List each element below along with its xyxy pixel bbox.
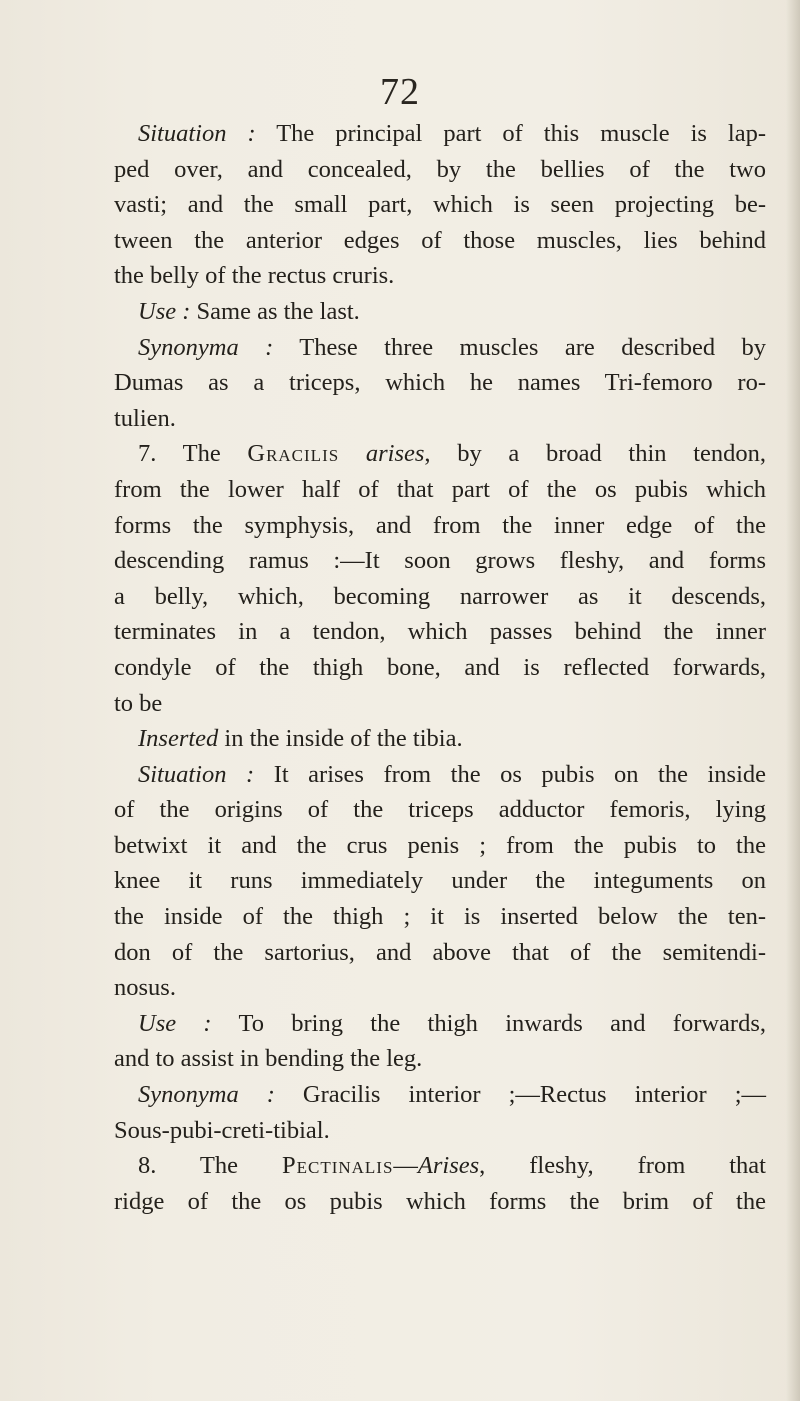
- line-text: and to assist in bending the leg.: [114, 1045, 423, 1073]
- text-line: [114, 116, 766, 152]
- text-line: [114, 721, 766, 757]
- line-text: It arises from the os pubis on the inside: [254, 760, 767, 788]
- text-line: [114, 1113, 766, 1149]
- text-line: [114, 792, 766, 828]
- line-text: terminates in a tendon, which passes behind the inner: [114, 618, 766, 646]
- line-text: To bring the thigh inwards and forwards,: [211, 1009, 766, 1037]
- line-text: Gracilis interior ;—Rectus interior ;—: [274, 1081, 767, 1109]
- text-line: [114, 757, 766, 793]
- text-line: [114, 472, 766, 508]
- line-text: vasti; and the small part, which is seen projecting be-: [114, 191, 766, 219]
- text-line: [114, 187, 766, 223]
- section-label: Use :: [138, 1009, 212, 1037]
- text-line: [114, 579, 766, 615]
- text-line: [114, 294, 766, 330]
- text-line: [114, 508, 766, 544]
- line-text: ped over, and concealed, by the bellies of the two: [114, 155, 766, 183]
- text-line: [114, 436, 766, 472]
- text-line: [114, 330, 766, 366]
- line-text: the belly of the rectus cruris.: [114, 262, 395, 290]
- italic-term: Arises: [417, 1152, 480, 1180]
- line-text: Dumas as a triceps, which he names Tri-femoro ro-: [114, 369, 766, 397]
- muscle-name: Pectinalis: [281, 1152, 394, 1180]
- text-line: [114, 365, 766, 401]
- line-text: 7. The: [138, 440, 248, 468]
- line-text: , fleshy, from that: [479, 1152, 766, 1180]
- text-line: [114, 1006, 766, 1042]
- line-text: These three muscles are described by: [273, 333, 766, 361]
- section-label: Synonyma :: [138, 333, 274, 361]
- text-line: [114, 543, 766, 579]
- text-line: [114, 1077, 766, 1113]
- line-text: don of the sartorius, and above that of the semitendi-: [114, 938, 766, 966]
- text-line: [114, 686, 766, 722]
- text-line: [114, 970, 766, 1006]
- line-text: to be: [114, 689, 163, 717]
- line-text: tulien.: [114, 404, 176, 432]
- text-line: [114, 258, 766, 294]
- line-text: 8. The: [138, 1152, 282, 1180]
- text-line: [114, 223, 766, 259]
- section-label: Situation :: [138, 760, 255, 788]
- line-text: , by a broad thin tendon,: [424, 440, 767, 468]
- body-text: [114, 116, 766, 1219]
- italic-term: arises: [365, 440, 425, 468]
- text-line: [114, 401, 766, 437]
- line-text: knee it runs immediately under the integuments on: [114, 867, 766, 895]
- line-text: of the origins of the triceps adductor femoris, lying: [114, 796, 766, 824]
- section-label: Situation :: [138, 120, 256, 147]
- text-line: [114, 152, 766, 188]
- line-text: condyle of the thigh bone, and is reflected forwards,: [114, 653, 766, 681]
- line-text: [339, 440, 366, 467]
- line-text: forms the symphysis, and from the inner edge of the: [114, 511, 766, 539]
- text-line: [114, 1041, 766, 1077]
- line-text: the inside of the thigh ; it is inserted below the ten-: [114, 903, 766, 931]
- line-text: in the inside of the tibia.: [218, 725, 463, 753]
- text-line: [114, 863, 766, 899]
- text-line: [114, 899, 766, 935]
- section-label: Synonyma :: [138, 1081, 275, 1109]
- text-line: [114, 828, 766, 864]
- page-edge-shadow: [786, 0, 800, 1401]
- page-number: 72: [380, 71, 420, 113]
- line-text: The principal part of this muscle is lap-: [255, 120, 767, 147]
- muscle-name: Gracilis: [247, 440, 340, 468]
- line-text: Sous-pubi-creti-tibial.: [114, 1116, 330, 1144]
- line-text: betwixt it and the crus penis ; from the pubis to the: [114, 831, 766, 859]
- line-text: tween the anterior edges of those muscles, lies behind: [114, 226, 766, 254]
- text-line: [114, 1184, 766, 1220]
- section-label: Use :: [138, 297, 191, 325]
- line-text: from the lower half of that part of the os pubis which: [114, 475, 766, 503]
- text-line: [114, 1148, 766, 1184]
- line-text: a belly, which, becoming narrower as it descends,: [114, 582, 766, 610]
- text-line: [114, 935, 766, 971]
- text-line: [114, 614, 766, 650]
- line-text: nosus.: [114, 974, 176, 1002]
- line-text: Same as the last.: [190, 297, 360, 325]
- line-text: descending ramus :—It soon grows fleshy, and forms: [114, 547, 766, 575]
- line-text: ridge of the os pubis which forms the brim of the: [114, 1187, 766, 1215]
- line-text: —: [393, 1152, 418, 1180]
- italic-term: Inserted: [138, 725, 219, 753]
- text-line: [114, 650, 766, 686]
